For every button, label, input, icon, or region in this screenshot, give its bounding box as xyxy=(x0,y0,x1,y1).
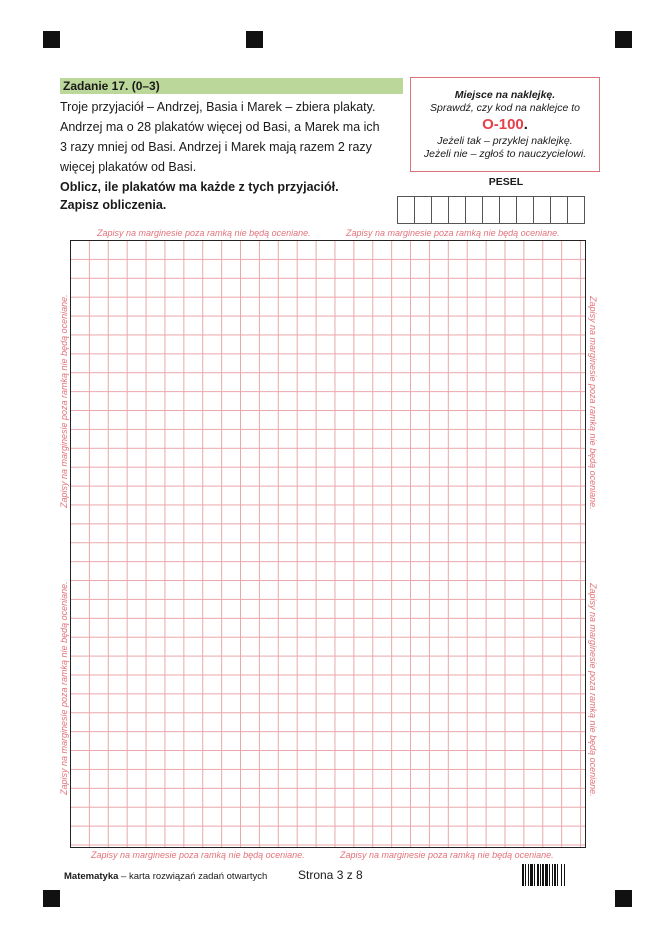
page-number: Strona 3 z 8 xyxy=(298,868,363,882)
margin-note-bottom-left: Zapisy na marginesie poza ramką nie będą oceniane. xyxy=(91,850,305,860)
pesel-digit-box[interactable] xyxy=(448,196,466,224)
task-line: Troje przyjaciół – Andrzej, Basia i Marek – zbiera plakaty. xyxy=(60,100,376,114)
margin-note-top-right: Zapisy na marginesie poza ramką nie będą oceniane. xyxy=(346,228,560,238)
pesel-digit-box[interactable] xyxy=(567,196,585,224)
task-header: Zadanie 17. (0–3) xyxy=(60,78,403,94)
task-line: 3 razy mniej od Basi. Andrzej i Marek mają razem 2 razy xyxy=(60,140,372,154)
task-line: Andrzej ma o 28 plakatów więcej od Basi, a Marek ma ich xyxy=(60,120,380,134)
margin-note-left-lower: Zapisy na marginesie poza ramką nie będą oceniane. xyxy=(59,581,69,795)
instruction-line: Oblicz, ile plakatów ma każde z tych przyjaciół. xyxy=(60,180,339,194)
barcode-bar xyxy=(561,864,562,886)
barcode-bar xyxy=(525,864,526,886)
task-text xyxy=(60,97,400,177)
barcode xyxy=(522,864,584,886)
sticker-check-text: Sprawdź, czy kod na naklejce to xyxy=(430,102,580,114)
registration-mark-top-left xyxy=(43,31,60,48)
pesel-input-boxes[interactable] xyxy=(397,196,585,224)
registration-mark-top-right xyxy=(615,31,632,48)
barcode-bar xyxy=(542,864,544,886)
registration-mark-bottom-right xyxy=(615,890,632,907)
barcode-bar xyxy=(534,864,535,886)
pesel-digit-box[interactable] xyxy=(482,196,500,224)
margin-note-bottom-right: Zapisy na marginesie poza ramką nie będą oceniane. xyxy=(340,850,554,860)
pesel-digit-box[interactable] xyxy=(465,196,483,224)
sticker-placeholder xyxy=(410,77,600,172)
pesel-digit-box[interactable] xyxy=(550,196,568,224)
pesel-digit-box[interactable] xyxy=(431,196,449,224)
sticker-if-yes: Jeżeli tak – przyklej naklejkę. xyxy=(437,135,573,147)
barcode-bar xyxy=(522,864,524,886)
pesel-digit-box[interactable] xyxy=(499,196,517,224)
registration-mark-bottom-left xyxy=(43,890,60,907)
instruction-line: Zapisz obliczenia. xyxy=(60,198,167,212)
sticker-if-no: Jeżeli nie – zgłoś to nauczycielowi. xyxy=(423,148,587,160)
footer-subject: Matematyka – karta rozwiązań zadań otwartych xyxy=(64,871,268,882)
barcode-bar xyxy=(554,864,556,886)
registration-mark-top-center xyxy=(246,31,263,48)
margin-note-right-upper: Zapisy na marginesie poza ramką nie będą oceniane. xyxy=(588,296,598,510)
margin-note-left-upper: Zapisy na marginesie poza ramką nie będą oceniane. xyxy=(59,294,69,508)
answer-grid[interactable] xyxy=(70,240,586,848)
sticker-title: Miejsce na naklejkę. xyxy=(454,89,556,101)
barcode-bar xyxy=(557,864,558,886)
barcode-bar xyxy=(549,864,550,886)
barcode-bar xyxy=(545,864,548,886)
pesel-digit-box[interactable] xyxy=(414,196,432,224)
pesel-label: PESEL xyxy=(488,176,524,188)
task-instruction xyxy=(60,178,400,214)
barcode-bar xyxy=(564,864,565,886)
barcode-bar xyxy=(552,864,553,886)
pesel-digit-box[interactable] xyxy=(533,196,551,224)
barcode-bar xyxy=(528,864,529,886)
sticker-code: O-100. xyxy=(482,116,528,133)
barcode-bar xyxy=(537,864,539,886)
pesel-digit-box[interactable] xyxy=(397,196,415,224)
barcode-bar xyxy=(530,864,533,886)
task-line: więcej plakatów od Basi. xyxy=(60,160,197,174)
pesel-digit-box[interactable] xyxy=(516,196,534,224)
margin-note-right-lower: Zapisy na marginesie poza ramką nie będą oceniane. xyxy=(588,583,598,797)
margin-note-top-left: Zapisy na marginesie poza ramką nie będą oceniane. xyxy=(97,228,311,238)
barcode-bar xyxy=(540,864,541,886)
